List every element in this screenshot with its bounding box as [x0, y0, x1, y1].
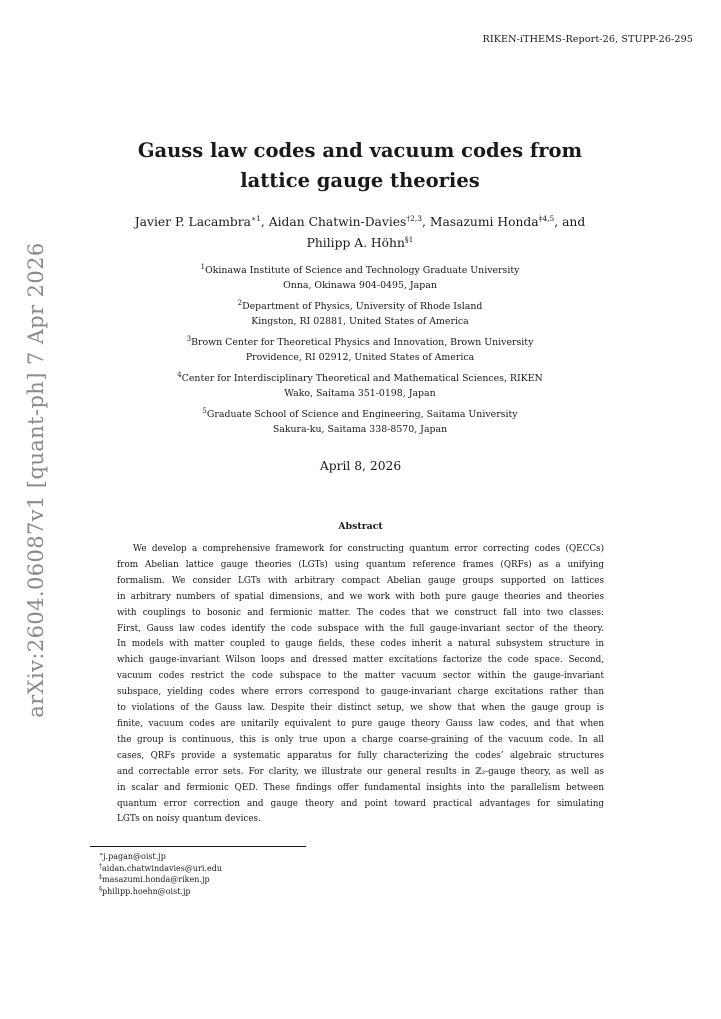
footnote-mark: ‡ [99, 874, 102, 881]
arxiv-stamp-text: arXiv:2604.06087v1 [quant-ph] 7 Apr 2026 [24, 242, 48, 718]
abstract-line: to violations of the Gauss law. Despite their distinct setup, we show that when the gauge group is [117, 703, 604, 714]
affiliation-number: 5 [202, 407, 207, 415]
abstract-line: and correctable error sets. For clarity, we illustrate our general results in ℤ₂-gauge theory, as well as [117, 766, 604, 777]
abstract-line: in scalar and fermionic QED. These findings offer fundamental insights into the parallelism between [117, 782, 604, 793]
footnote-mark: § [99, 885, 102, 893]
affiliation-number: 4 [177, 371, 182, 379]
affiliation-number: 2 [237, 299, 243, 307]
title-line-2: lattice gauge theories [240, 169, 480, 192]
title-line-1: Gauss law codes and vacuum codes from [137, 139, 583, 162]
footnote [99, 863, 222, 875]
abstract-line: cases, QRFs provide a systematic apparatus for fully characterizing the codes’ algebraic structures [117, 750, 604, 761]
author-marks: §1 [404, 235, 414, 244]
footnote-email: aidan.chatwindavies@uri.edu [102, 863, 222, 873]
author-line-2 [100, 233, 620, 254]
author-name: Aidan Chatwin-Davies [268, 215, 407, 229]
author-name: Javier P. Lacambra [134, 215, 252, 229]
author-name: Masazumi Honda [429, 215, 539, 229]
affiliation [120, 371, 600, 401]
affiliation [120, 335, 600, 365]
author-marks: ∗1 [251, 214, 261, 223]
abstract-line: LGTs on noisy quantum devices. [117, 814, 261, 825]
abstract-line: finite, vacuum codes are unitarily equivalent to pure gauge theory Gauss law codes, and that when [117, 718, 604, 729]
abstract-line: with couplings to bosonic and fermionic matter. The codes that we construct fall into two classes: [117, 607, 604, 618]
abstract-line: from Abelian lattice gauge theories (LGTs) using quantum reference frames (QRFs) as a unifying [117, 559, 604, 570]
affiliation-number: 1 [200, 263, 206, 271]
footnote-mark: † [99, 862, 102, 870]
author-marks: †2,3 [406, 214, 423, 223]
author-name: Philipp A. Höhn [306, 236, 405, 250]
footnote-email: philipp.hoehn@oist.jp [102, 886, 191, 896]
affiliation-institution: Department of Physics, University of Rhode Island [242, 301, 483, 312]
affiliation-address: Providence, RI 02912, United States of America [245, 352, 475, 363]
abstract-line: vacuum codes restrict the code subspace to the matter vacuum sector within the gauge-invariant [117, 671, 604, 682]
abstract-line: formalism. We consider LGTs with arbitrary compact Abelian gauge groups supported on lattices [117, 575, 604, 586]
author-line-1 [100, 212, 620, 233]
abstract-line: First, Gauss law codes identify the code subspace with the full gauge-invariant sector of the theory. [117, 623, 604, 634]
report-number: RIKEN-iTHEMS-Report-26, STUPP-26-295 [482, 34, 693, 45]
footnote [99, 874, 222, 886]
affiliation-institution: Graduate School of Science and Engineering, Saitama University [206, 409, 518, 420]
affiliation [120, 407, 600, 437]
footnote-email: j.pagan@oist.jp [103, 852, 166, 861]
author-separator: , [260, 215, 269, 229]
affiliation-institution: Okinawa Institute of Science and Technology Graduate University [205, 265, 520, 276]
abstract-heading: Abstract [338, 521, 383, 532]
abstract-text [117, 542, 604, 828]
affiliation [120, 299, 600, 329]
abstract-line: We develop a comprehensive framework for constructing quantum error correcting codes (QECCs) [133, 544, 604, 554]
affiliation-institution: Brown Center for Theoretical Physics and Innovation, Brown University [191, 337, 534, 348]
abstract-line: In models with matter coupled to gauge fields, these codes inherit a natural subsystem structure in [117, 639, 604, 650]
author-separator: , [422, 215, 430, 229]
affiliation-institution: Center for Interdisciplinary Theoretical and Mathematical Sciences, RIKEN [181, 373, 543, 384]
abstract-line: the group is continuous, this is only true upon a charge coarse-graining of the vacuum code. In all [117, 734, 604, 745]
abstract-line: subspace, yielding codes where errors correspond to gauge-invariant charge excitations rather than [117, 687, 604, 698]
affiliation-address: Wako, Saitama 351-0198, Japan [284, 388, 436, 399]
arxiv-stamp [20, 242, 52, 718]
author-marks: ‡4,5 [538, 214, 555, 223]
paper-title [120, 136, 600, 196]
abstract-line: which gauge-invariant Wilson loops and dressed matter excitations factorize the code space. Second, [117, 655, 604, 666]
affiliation-address: Sakura-ku, Saitama 338-8570, Japan [272, 424, 448, 435]
affiliation-number: 3 [186, 335, 192, 343]
author-list [100, 212, 620, 254]
affiliation-list [120, 263, 600, 443]
affiliation [120, 263, 600, 293]
affiliation-address: Onna, Okinawa 904-0495, Japan [283, 280, 437, 291]
footnote [99, 851, 222, 863]
footnote-rule [90, 846, 306, 847]
footnote [99, 886, 222, 898]
footnote-list [99, 851, 222, 897]
abstract-line: quantum error correction and gauge theory and point toward practical advantages for simulating [117, 798, 604, 809]
abstract-line: in arbitrary numbers of spatial dimensions, and we work with both pure gauge theories and theories [117, 591, 604, 602]
author-separator: , and [554, 215, 586, 229]
footnote-mark: ∗ [99, 851, 104, 858]
footnote-email: masazumi.honda@riken.jp [102, 875, 210, 884]
affiliation-address: Kingston, RI 02881, United States of America [251, 316, 469, 327]
paper-date: April 8, 2026 [319, 459, 402, 473]
